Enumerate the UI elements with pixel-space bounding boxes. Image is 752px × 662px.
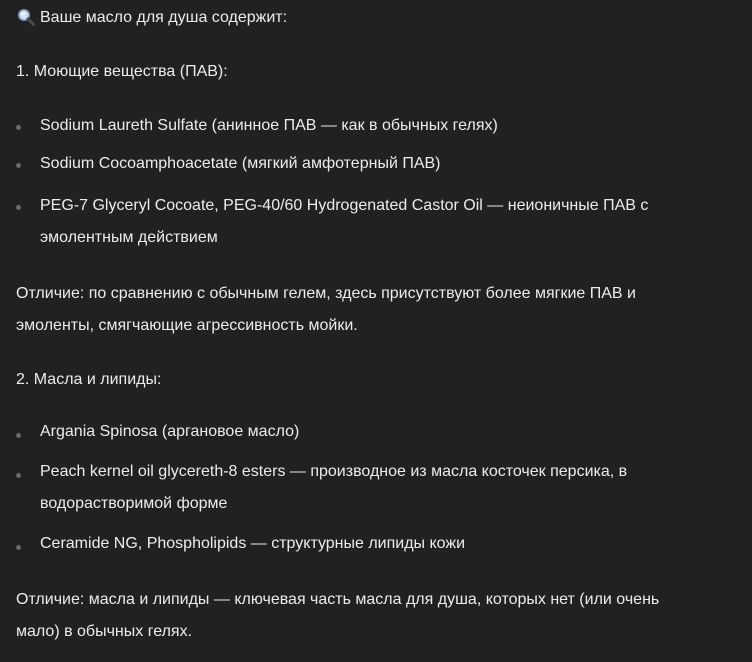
list-item-continuation: водорастворимой форме [40,495,228,512]
intro-text: Ваше масло для душа содержит: [40,9,288,26]
intro-line [16,6,287,30]
list-item: Ceramide NG, Phospholipids — структурные липиды кожи [40,535,466,552]
list-item: Sodium Cocoamphoacetate (мягкий амфотерный ПАВ) [40,155,441,172]
difference-text: Отличие: масла и липиды — ключевая часть масла для душа, которых нет (или очень [16,591,660,608]
list-item-continuation: эмолентным действием [40,229,218,246]
bullet-dot [16,163,21,168]
section1-title: 1. Моющие вещества (ПАВ): [16,63,228,80]
bullet-dot [16,125,21,130]
bullet-dot [16,545,21,550]
list-item: Argania Spinosa (аргановое масло) [40,423,300,440]
bullet-dot [16,205,21,210]
list-item: PEG-7 Glyceryl Cocoate, PEG-40/60 Hydrogenated Castor Oil — неионичные ПАВ с [40,197,649,214]
search-icon [16,7,36,27]
difference-text: эмоленты, смягчающие агрессивность мойки. [16,317,358,334]
bullet-dot [16,433,21,438]
section2-title: 2. Масла и липиды: [16,371,162,388]
difference-text: Отличие: по сравнению с обычным гелем, здесь присутствуют более мягкие ПАВ и [16,285,636,302]
bullet-dot [16,473,21,478]
list-item: Sodium Laureth Sulfate (анинное ПАВ — как в обычных гелях) [40,117,498,134]
difference-text: мало) в обычных гелях. [16,623,193,640]
list-item: Peach kernel oil glycereth-8 esters — производное из масла косточек персика, в [40,463,628,480]
